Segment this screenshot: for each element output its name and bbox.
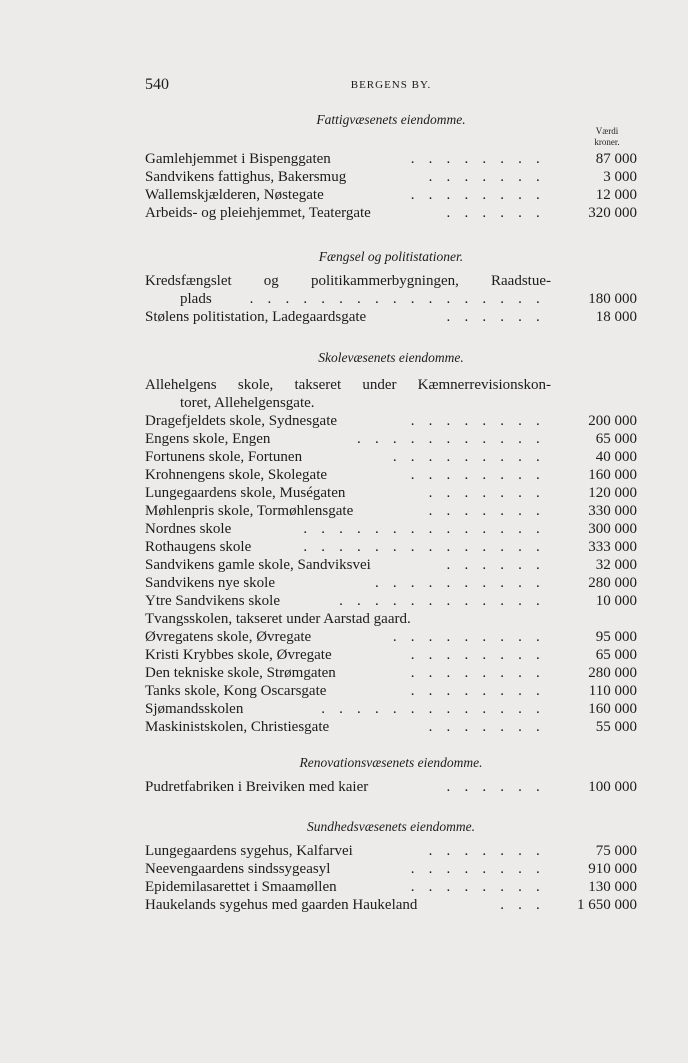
section-title: Sundhedsvæsenets eiendomme. bbox=[307, 819, 475, 834]
row-label: Møhlenpris skole, Tormøhlensgate bbox=[145, 503, 354, 519]
column-unit-header bbox=[575, 126, 639, 148]
row-label: Nordnes skole bbox=[145, 521, 232, 537]
row-value: 10 000 bbox=[595, 593, 637, 609]
unit-label-line: Værdi bbox=[595, 126, 619, 136]
row-value: 95 000 bbox=[595, 629, 637, 645]
table-row bbox=[145, 168, 637, 186]
leader-dots: . . . . . . . . . . . . . bbox=[321, 701, 545, 717]
leader-dots: . . . . . . . . bbox=[410, 879, 545, 895]
table-row bbox=[145, 484, 637, 502]
leader-dots: . . . . . . . bbox=[428, 485, 545, 501]
row-value: 32 000 bbox=[595, 557, 637, 573]
table-row bbox=[145, 376, 637, 394]
table-row bbox=[145, 290, 637, 308]
row-value: 280 000 bbox=[588, 665, 637, 681]
leader-dots: . . . . . . . . . bbox=[392, 629, 545, 645]
row-label: Sandvikens gamle skole, Sandviksvei bbox=[145, 557, 371, 573]
leader-dots: . . . . . . . . . . . . bbox=[339, 593, 545, 609]
row-value: 65 000 bbox=[595, 431, 637, 447]
leader-dots: . . . . . . . . . . . . . . . . . bbox=[249, 291, 545, 307]
row-label: Kristi Krybbes skole, Øvregate bbox=[145, 647, 332, 663]
leader-dots: . . . . . . bbox=[446, 309, 545, 325]
row-value: 120 000 bbox=[588, 485, 637, 501]
row-label: Sjømandsskolen bbox=[145, 701, 244, 717]
row-label: Fortunens skole, Fortunen bbox=[145, 449, 303, 465]
row-value: 65 000 bbox=[595, 647, 637, 663]
leader-dots: . . . . . . . . bbox=[410, 151, 545, 167]
row-label: Pudretfabriken i Breiviken med kaier bbox=[145, 779, 369, 795]
page-number: 540 bbox=[145, 76, 169, 93]
table-row bbox=[145, 718, 637, 736]
row-value: 130 000 bbox=[588, 879, 637, 895]
leader-dots: . . . . . . . . bbox=[410, 861, 545, 877]
row-value: 100 000 bbox=[588, 779, 637, 795]
leader-dots: . . . . . . . bbox=[428, 843, 545, 859]
row-label: Engens skole, Engen bbox=[145, 431, 271, 447]
leader-dots: . . . . . . bbox=[446, 779, 545, 795]
row-value: 160 000 bbox=[588, 467, 637, 483]
table-row bbox=[145, 700, 637, 718]
row-value: 87 000 bbox=[595, 151, 637, 167]
leader-dots: . . . bbox=[500, 897, 545, 913]
row-label: Gamlehjemmet i Bispenggaten bbox=[145, 151, 331, 167]
row-label: Den tekniske skole, Strømgaten bbox=[145, 665, 336, 681]
leader-dots: . . . . . . . . bbox=[410, 413, 545, 429]
row-label: Lungegaardens sygehus, Kalfarvei bbox=[145, 843, 353, 859]
leader-dots: . . . . . . bbox=[446, 205, 545, 221]
table-row bbox=[145, 520, 637, 538]
row-label: Kredsfængslet og politikammerbygningen, Raadstue- bbox=[145, 273, 551, 289]
row-label: Dragefjeldets skole, Sydnesgate bbox=[145, 413, 338, 429]
row-label: Stølens politistation, Ladegaardsgate bbox=[145, 309, 367, 325]
table-row bbox=[145, 272, 637, 290]
row-label: Øvregatens skole, Øvregate bbox=[145, 629, 312, 645]
row-label: Wallemskjælderen, Nøstegate bbox=[145, 187, 324, 203]
leader-dots: . . . . . . . . bbox=[410, 467, 545, 483]
row-label: Tvangsskolen, takseret under Aarstad gaard. bbox=[145, 611, 411, 627]
leader-dots: . . . . . . . . . . . . . . bbox=[303, 539, 545, 555]
row-value: 18 000 bbox=[595, 309, 637, 325]
section-title: Fattigvæsenets eiendomme. bbox=[316, 112, 466, 127]
row-value: 3 000 bbox=[603, 169, 637, 185]
row-label: Ytre Sandvikens skole bbox=[145, 593, 280, 609]
row-value: 280 000 bbox=[588, 575, 637, 591]
table-row bbox=[145, 502, 637, 520]
row-value: 1 650 000 bbox=[577, 897, 637, 913]
row-label: Sandvikens fattighus, Bakersmug bbox=[145, 169, 347, 185]
row-value: 160 000 bbox=[588, 701, 637, 717]
row-value: 300 000 bbox=[588, 521, 637, 537]
table-row bbox=[145, 556, 637, 574]
leader-dots: . . . . . . . . bbox=[410, 683, 545, 699]
row-value: 55 000 bbox=[595, 719, 637, 735]
table-row bbox=[145, 860, 637, 878]
table-row bbox=[145, 430, 637, 448]
table-row bbox=[145, 878, 637, 896]
table-row bbox=[145, 842, 637, 860]
leader-dots: . . . . . . . bbox=[428, 503, 545, 519]
row-value: 40 000 bbox=[595, 449, 637, 465]
table-row bbox=[145, 186, 637, 204]
row-label: Krohnengens skole, Skolegate bbox=[145, 467, 328, 483]
section-title: Renovationsvæsenets eiendomme. bbox=[299, 755, 483, 770]
table-row bbox=[145, 682, 637, 700]
leader-dots: . . . . . . . . . . . bbox=[357, 431, 545, 447]
leader-dots: . . . . . . . . bbox=[410, 187, 545, 203]
leader-dots: . . . . . . bbox=[446, 557, 545, 573]
leader-dots: . . . . . . . . . bbox=[392, 449, 545, 465]
table-row bbox=[145, 664, 637, 682]
row-label: Sandvikens nye skole bbox=[145, 575, 275, 591]
unit-label-line: kroner. bbox=[594, 137, 620, 147]
row-label: Lungegaardens skole, Muségaten bbox=[145, 485, 346, 501]
table-row bbox=[145, 574, 637, 592]
row-label: Maskinistskolen, Christiesgate bbox=[145, 719, 330, 735]
table-row bbox=[145, 150, 637, 168]
row-value: 12 000 bbox=[595, 187, 637, 203]
row-label: Rothaugens skole bbox=[145, 539, 252, 555]
row-label: Epidemilasarettet i Smaamøllen bbox=[145, 879, 337, 895]
table-row bbox=[145, 778, 637, 796]
row-value: 110 000 bbox=[588, 683, 637, 699]
leader-dots: . . . . . . . . bbox=[410, 665, 545, 681]
leader-dots: . . . . . . . bbox=[428, 719, 545, 735]
table-row bbox=[145, 610, 637, 628]
row-value: 333 000 bbox=[588, 539, 637, 555]
row-label: Allehelgens skole, takseret under Kæmnerrevisionskon- bbox=[145, 377, 551, 393]
row-label: Neevengaardens sindssygeasyl bbox=[145, 861, 331, 877]
page-header bbox=[145, 76, 637, 96]
leader-dots: . . . . . . . . bbox=[410, 647, 545, 663]
row-value: 330 000 bbox=[588, 503, 637, 519]
section-title: Skolevæsenets eiendomme. bbox=[318, 350, 464, 365]
leader-dots: . . . . . . . bbox=[428, 169, 545, 185]
row-label: plads bbox=[180, 291, 212, 307]
row-value: 910 000 bbox=[588, 861, 637, 877]
table-row bbox=[145, 538, 637, 556]
table-row bbox=[145, 646, 637, 664]
table-row bbox=[145, 448, 637, 466]
section-title: Fængsel og politistationer. bbox=[318, 249, 464, 264]
row-value: 320 000 bbox=[588, 205, 637, 221]
table-row bbox=[145, 896, 637, 914]
row-label: toret, Allehelgensgate. bbox=[180, 395, 315, 411]
table-row bbox=[145, 204, 637, 222]
running-title: BERGENS BY. bbox=[350, 79, 432, 91]
table-row bbox=[145, 412, 637, 430]
table-row bbox=[145, 466, 637, 484]
table-row bbox=[145, 394, 637, 412]
row-value: 75 000 bbox=[595, 843, 637, 859]
row-value: 200 000 bbox=[588, 413, 637, 429]
table-row bbox=[145, 628, 637, 646]
table-row bbox=[145, 308, 637, 326]
table-row bbox=[145, 592, 637, 610]
row-label: Tanks skole, Kong Oscarsgate bbox=[145, 683, 327, 699]
row-label: Haukelands sygehus med gaarden Haukeland bbox=[145, 897, 418, 913]
row-value: 180 000 bbox=[588, 291, 637, 307]
leader-dots: . . . . . . . . . . . . . . bbox=[303, 521, 545, 537]
leader-dots: . . . . . . . . . . bbox=[374, 575, 545, 591]
row-label: Arbeids- og pleiehjemmet, Teatergate bbox=[145, 205, 371, 221]
